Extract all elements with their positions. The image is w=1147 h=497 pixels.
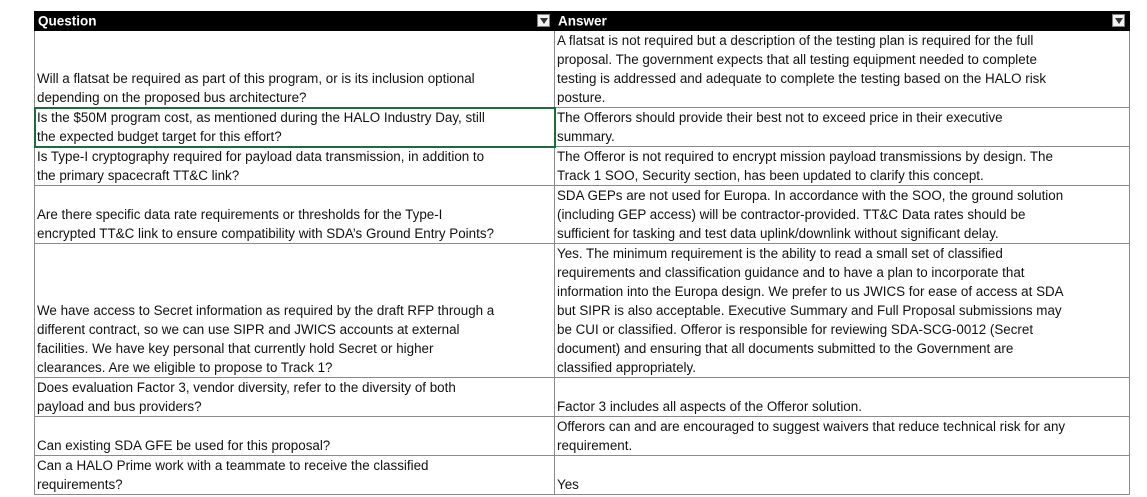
chevron-down-icon	[540, 18, 548, 24]
table-row	[35, 244, 1130, 378]
answer-cell[interactable]: The Offeror is not required to encrypt mission payload transmissions by design. The Track 1 SOO, Security section, has been updated to clarify this concept.	[555, 147, 1130, 186]
filter-dropdown-button[interactable]	[1112, 14, 1125, 27]
answer-cell[interactable]: A flatsat is not required but a description of the testing plan is required for the full proposal. The government expects that all testing equipment needed to complete testing is addressed and adequate to complete the testing based on the HALO risk posture.	[555, 31, 1130, 108]
header-row	[35, 12, 1130, 31]
qa-table	[34, 11, 1130, 495]
answer-cell[interactable]: Yes. The minimum requirement is the ability to read a small set of classified requirements and classification guidance and to have a plan to incorporate that information into the Europa design. We prefer to us JWICS for ease of access at SDA but SIPR is also acceptable. Executive Summary and Full Proposal submissions may be CUI or classified. Offeror is responsible for reviewing SDA-SCG-0012 (Secret document) and ensuring that all documents submitted to the Government are classified appropriately.	[555, 244, 1130, 378]
question-cell[interactable]: Are there specific data rate requirements or thresholds for the Type-I encrypted TT&C link to ensure compatibility with SDA’s Ground Entry Points?	[35, 186, 555, 244]
table-row	[35, 378, 1130, 417]
table-row	[35, 31, 1130, 108]
column-header-label: Question	[38, 13, 97, 29]
table-row	[35, 456, 1130, 495]
question-cell[interactable]: Will a flatsat be required as part of this program, or is its inclusion optional depending on the proposed bus architecture?	[35, 31, 555, 108]
question-cell-selected[interactable]: Is the $50M program cost, as mentioned during the HALO Industry Day, still the expected budget target for this effort?	[35, 108, 555, 147]
question-cell[interactable]: Can existing SDA GFE be used for this proposal?	[35, 417, 555, 456]
question-cell[interactable]: We have access to Secret information as required by the draft RFP through a different contract, so we can use SIPR and JWICS accounts at external facilities. We have key personal that currently hold Secret or higher clearances. Are we eligible to propose to Track 1?	[35, 244, 555, 378]
table-row	[35, 147, 1130, 186]
table-row	[35, 186, 1130, 244]
answer-cell[interactable]: The Offerors should provide their best not to exceed price in their executive summary.	[555, 108, 1130, 147]
column-header-question[interactable]	[35, 12, 555, 31]
question-cell[interactable]: Does evaluation Factor 3, vendor diversity, refer to the diversity of both payload and bus providers?	[35, 378, 555, 417]
column-header-label: Answer	[558, 13, 607, 29]
answer-cell[interactable]: Factor 3 includes all aspects of the Offeror solution.	[555, 378, 1130, 417]
answer-cell[interactable]: SDA GEPs are not used for Europa. In accordance with the SOO, the ground solution (including GEP access) will be contractor-provided. TT&C Data rates should be sufficient for tasking and test data uplink/downlink without significant delay.	[555, 186, 1130, 244]
answer-cell[interactable]: Offerors can and are encouraged to suggest waivers that reduce technical risk for any requirement.	[555, 417, 1130, 456]
question-cell[interactable]: Can a HALO Prime work with a teammate to receive the classified requirements?	[35, 456, 555, 495]
spreadsheet-grid	[34, 11, 1129, 495]
table-row	[35, 108, 1130, 147]
question-cell[interactable]: Is Type-I cryptography required for payload data transmission, in addition to the primary spacecraft TT&C link?	[35, 147, 555, 186]
filter-dropdown-button[interactable]	[537, 14, 550, 27]
column-header-answer[interactable]	[555, 12, 1130, 31]
answer-cell[interactable]: Yes	[555, 456, 1130, 495]
chevron-down-icon	[1115, 18, 1123, 24]
table-row	[35, 417, 1130, 456]
